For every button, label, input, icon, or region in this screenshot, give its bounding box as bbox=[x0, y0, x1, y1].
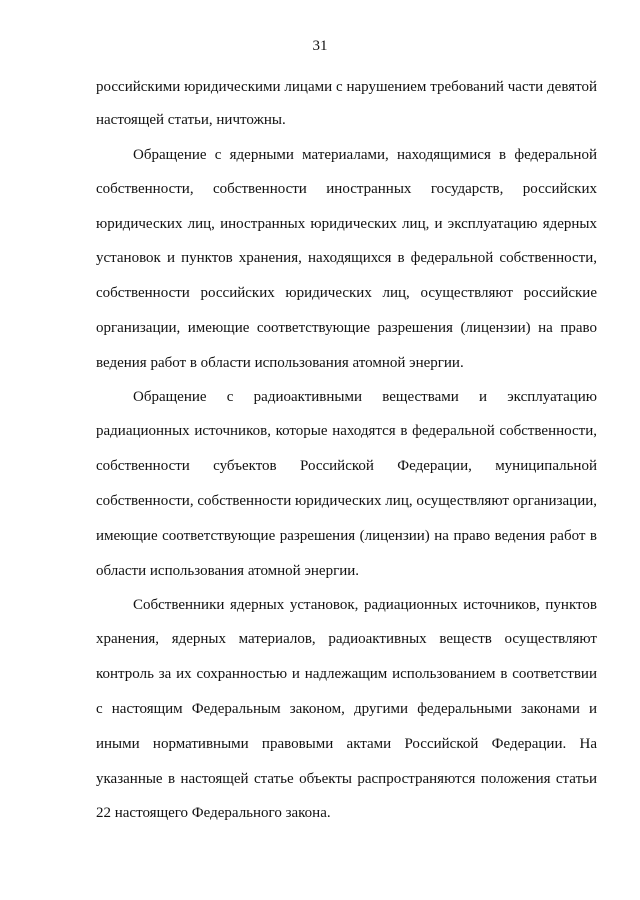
text-line: собственности российских юридических лиц, осуществляют российские bbox=[96, 285, 597, 301]
text-line: Обращение с ядерными материалами, находящимися в федеральной bbox=[133, 147, 597, 163]
text-line: собственности, собственности иностранных государств, российских bbox=[96, 181, 597, 197]
text-line: установок и пунктов хранения, находящихся в федеральной собственности, bbox=[96, 250, 597, 266]
text-line: радиационных источников, которые находятся в федеральной собственности, bbox=[96, 423, 597, 439]
page-number: 31 bbox=[312, 38, 328, 54]
text-line: собственности, собственности юридических лиц, осуществляют организации, bbox=[96, 493, 597, 509]
text-line: с настоящим Федеральным законом, другими федеральными законами и bbox=[96, 701, 597, 717]
text-line: российскими юридическими лицами с нарушением требований части девятой bbox=[96, 79, 597, 95]
text-line: настоящей статьи, ничтожны. bbox=[96, 112, 286, 128]
text-line: 22 настоящего Федерального закона. bbox=[96, 805, 331, 821]
text-line: хранения, ядерных материалов, радиоактивных веществ осуществляют bbox=[96, 631, 597, 647]
text-line: контроль за их сохранностью и надлежащим использованием в соответствии bbox=[96, 666, 597, 682]
text-line: области использования атомной энергии. bbox=[96, 563, 360, 579]
text-line: организации, имеющие соответствующие разрешения (лицензии) на право bbox=[96, 320, 597, 336]
text-line: Обращение с радиоактивными веществами и эксплуатацию bbox=[133, 389, 597, 405]
text-line: Собственники ядерных установок, радиационных источников, пунктов bbox=[133, 597, 597, 613]
text-line: указанные в настоящей статье объекты распространяются положения статьи bbox=[96, 771, 597, 787]
text-line: собственности субъектов Российской Федерации, муниципальной bbox=[96, 458, 597, 474]
text-line: юридических лиц, иностранных юридических лиц, и эксплуатацию ядерных bbox=[96, 216, 597, 232]
text-line: ведения работ в области использования атомной энергии. bbox=[96, 355, 464, 371]
text-line: иными нормативными правовыми актами Российской Федерации. На bbox=[96, 736, 597, 752]
text-line: имеющие соответствующие разрешения (лицензии) на право ведения работ в bbox=[96, 528, 597, 544]
